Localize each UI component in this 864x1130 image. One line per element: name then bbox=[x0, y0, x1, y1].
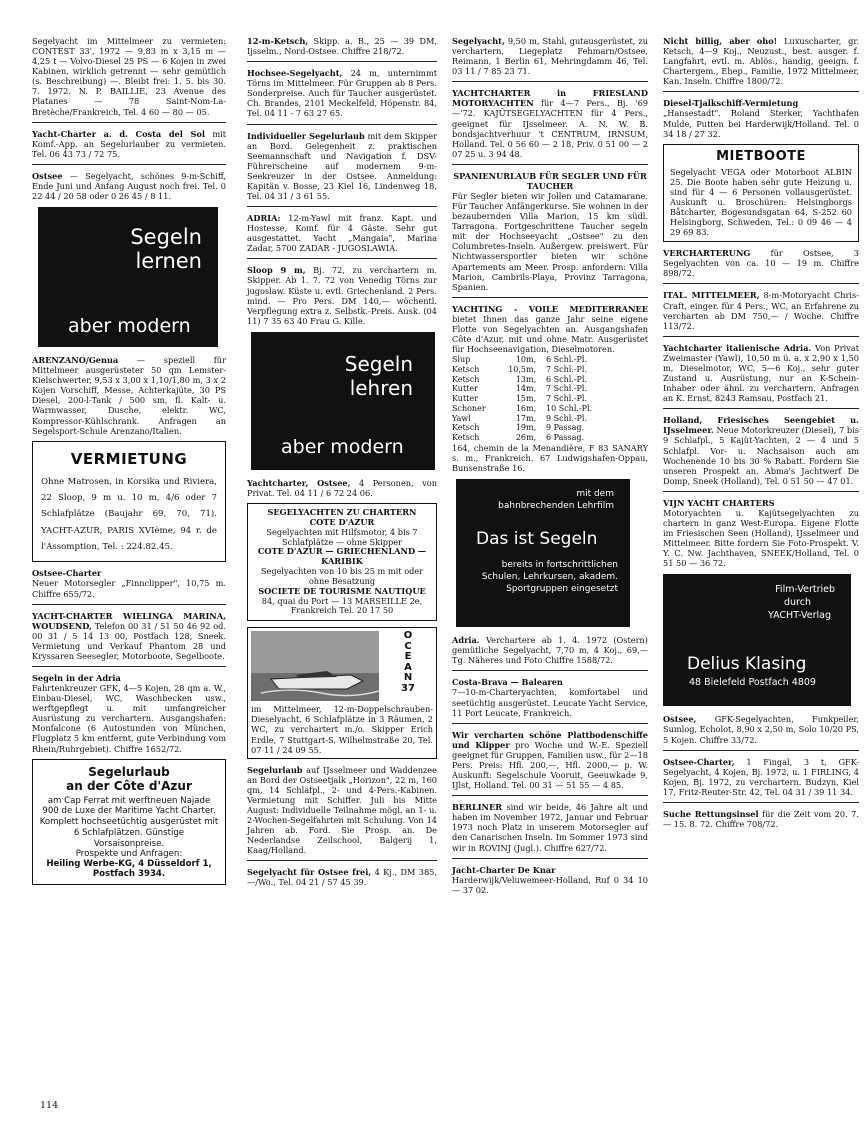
fleet-cell: m, bbox=[526, 355, 537, 365]
divider bbox=[663, 408, 859, 409]
classified-ad bbox=[32, 568, 226, 598]
ad-subtitle: bereits in fortschrittlichen Schulen, Lehrkursen, akadem. Sportgruppen eingesetzt bbox=[481, 560, 618, 595]
ad-line-2: bahnbrechenden Lehrfilm bbox=[498, 501, 614, 512]
fleet-cell: 7 Schl.-Pl. bbox=[546, 394, 588, 404]
logo-letter: E bbox=[404, 651, 412, 663]
ad-heading: Ostsee, bbox=[663, 714, 697, 725]
ad-body: Für Segler bieten wir Jollen und Catamarane. Für Taucher Anfängerkurse. Sie wohnen in der bezaubernden Villa Marion, 15 km südl. Tarragona. Fortgeschrittene Taucher segeln mit der Hochseeyacht „Ostsee" zu den Columbretes-Inseln. Außergew. preiswert. Für Nichtwassersportler bieten wir schöne Apartements am Meer. Prosp. anfordern: Villa Marion, Cambrils-Playa, Provinz Tarragona, Spanien. bbox=[452, 191, 648, 292]
classified-ad bbox=[663, 757, 859, 797]
ad-body: — Segelyacht, schönes 9-m-Schiff, Ende Juni und Anfang August noch frei. Tel. 0 22 44 / 20 58 oder 0 26 45 / 8 11. bbox=[32, 170, 226, 202]
logo-letter: C bbox=[404, 640, 412, 652]
ad-heading: VERCHARTERUNG bbox=[663, 248, 751, 259]
classified-ad bbox=[452, 802, 648, 852]
box-title: SOCIETE DE TOURISME NAUTIQUE bbox=[258, 585, 426, 596]
column-4 bbox=[663, 36, 859, 834]
ad-body: Bj. 72, zu verchartern m. Skipper. Ab 1. 7. 72 von Venedig Törns zur jugoslaw. Küste u. evtl. Griechenland. 2 Pers. mind. — Pro Pers. DM 140,— wöchentl. Verpflegung extra z. Selbstk.-Preis. Ausk. (04 11) 7 35 63 40 Frau G. Kille. bbox=[247, 265, 437, 326]
fleet-row bbox=[452, 414, 648, 424]
fleet-cell: 17 bbox=[515, 413, 526, 423]
divider bbox=[663, 750, 859, 751]
fleet-cell: 9 Schl.-Pl. bbox=[546, 413, 588, 423]
fleet-cell: m, bbox=[526, 423, 537, 433]
ocean-ad bbox=[247, 627, 437, 758]
fleet-cell: m, bbox=[526, 364, 537, 374]
ad-heading: SPANIENURLAUB FÜR SEGLER UND FÜR TAUCHER bbox=[453, 170, 647, 191]
classified-ad bbox=[247, 265, 437, 325]
black-ad-das-ist-segeln bbox=[456, 479, 630, 627]
classified-ad bbox=[663, 714, 859, 744]
fleet-row bbox=[452, 404, 648, 414]
column-3 bbox=[452, 36, 648, 900]
box-text: Segelyachten mit Hilfsmotor, 4 bis 7 Schlafplätze — ohne Skipper bbox=[266, 526, 418, 547]
segelyachten-box bbox=[247, 503, 437, 621]
black-ad-delius-klasing bbox=[663, 574, 851, 706]
box-title: COTE D'AZUR — GRIECHENLAND — KARIBIK bbox=[257, 546, 427, 567]
fleet-row bbox=[452, 384, 648, 394]
divider bbox=[32, 122, 226, 123]
classified-ad bbox=[452, 677, 648, 717]
ad-heading: Segelyacht für Ostsee frei, bbox=[247, 867, 372, 878]
ad-body: Motoryachten u. Kajütsegelyachten zu chartern in ganz West-Europa. Eigene Flotte im Friesischen Seen (Holland), IJsselmeer und Mittelmeer. Bitte fordern Sie Foto-Prospekt. V. Y. C. Nw. Jachthaven, SNEEK/Holland, Tel. 0 51 50 — 36 72. bbox=[663, 507, 859, 569]
fleet-cell: 14 bbox=[515, 384, 526, 394]
fleet-cell: 7 Schl.-Pl. bbox=[546, 364, 588, 374]
ad-heading: Yachtcharter, Ostsee, bbox=[247, 477, 351, 488]
divider bbox=[663, 91, 859, 92]
ad-line-1: Film-Vertrieb bbox=[775, 584, 835, 596]
ad-body: „Hansestadt". Roland Sterker, Yachthafen Mulde, Putten bei Harderwijk/Holland. Tel. 0 34 18 / 27 32. bbox=[663, 108, 859, 139]
fleet-cell: 26 bbox=[515, 433, 526, 443]
box-title: Segelurlaub bbox=[88, 764, 170, 779]
ad-body: 8-m-Motoryacht Chris-Craft, einger. für 4 Pers., WC, an Erfahrene zu vercharten ab DM 750,— / Woche. Chiffre 113/72. bbox=[663, 290, 859, 331]
ad-line-3: YACHT-Verlag bbox=[768, 610, 831, 622]
classified-ad bbox=[663, 290, 859, 330]
box-text: Ohne Matrosen, in Korsika und Riviera, 22 Sloop, 9 m u. 10 m, 4/6 oder 7 Schlafplätze (Baujahr 69, 70, 71). YACHT-AZUR, PARIS XVIème, 94 r. de l'Assomption, Tel. : 224.82.45. bbox=[41, 476, 217, 553]
fleet-cell: 15 bbox=[515, 394, 526, 404]
ad-body: 9,50 m, Stahl, gutausgerüstet, zu verchartern, Liegeplatz Fehmarn/Ostsee, Reimann, 1 Berlin 61, Mehringdamm 46, Tel. 03 11 / 7 85 23 71. bbox=[452, 36, 648, 77]
fleet-row bbox=[452, 355, 648, 365]
ad-heading: BERLINER bbox=[452, 802, 503, 813]
fleet-cell: Kutter bbox=[452, 394, 478, 404]
fleet-cell: Ketsch bbox=[452, 423, 480, 433]
divider bbox=[663, 802, 859, 803]
ad-heading: Nicht billig, aber oho! bbox=[663, 36, 778, 46]
classified-ad bbox=[32, 611, 226, 661]
ad-line-1: Segeln bbox=[130, 225, 202, 250]
ad-body: 7—10-m-Charteryachten, komfortabel und seetüchtig ausgerüstet. Leucate Yacht Service, 11 Port Leucate, Frankreich. bbox=[452, 687, 648, 718]
ad-heading: YACHTING - VOILE MEDITERRANEE bbox=[452, 303, 648, 314]
ad-body: 4 Kj., DM 385,—/Wo., Tel. 04 21 / 57 45 39. bbox=[247, 867, 437, 888]
fleet-cell: m, bbox=[526, 384, 537, 394]
classified-ad bbox=[247, 131, 437, 202]
logo-letter: 37 bbox=[401, 682, 415, 694]
ad-body: 12-m-Yawl mit franz. Kapt. und Hostesse, Komf. für 4 Gäste. Sehr gut ausgestattet. Yacht „Mangaia", Marina Zadar, 5700 ZADAR - JUGOSLAWIA. bbox=[247, 213, 437, 254]
classified-ad bbox=[452, 865, 648, 895]
ad-body: Neue Motorkreuzer (Diesel), 7 bis 9 Schlafpl., 5 Kajüt-Yachten, 2 — 4 und 5 Schlafpl. Vor- u. Nachsaison auch am Wochenende 10 bis 30 % Rabatt. Fordern Sie unseren Prospekt an. Abma's Jachtwerf De Domp, Sneek (Holland), Tel. 0 51 50 — 47 01. bbox=[663, 425, 859, 486]
fleet-cell: Yawl bbox=[452, 413, 471, 423]
fleet-cell: Kutter bbox=[452, 384, 478, 394]
box-text: Segelyachten von 10 bis 25 m mit oder ohne Besatzung bbox=[260, 566, 424, 586]
classified-ad bbox=[247, 36, 437, 56]
box-title: VERMIETUNG bbox=[70, 449, 188, 468]
ad-heading: Adria. bbox=[452, 635, 480, 646]
classified-ad bbox=[452, 171, 648, 292]
ad-heading: YACHTCHARTER in FRIESLAND MOTORYACHTEN bbox=[452, 88, 648, 109]
ocean-logo bbox=[383, 631, 433, 701]
yacht-photo bbox=[251, 631, 379, 701]
ad-heading: ADRIA: bbox=[247, 213, 281, 224]
logo-letter: O bbox=[403, 630, 413, 642]
box-text: Prospekte und Anfragen: bbox=[75, 849, 183, 860]
fleet-row bbox=[452, 375, 648, 385]
classified-ad: Segelyacht im Mittelmeer zu vermieten: CONTEST 33', 1972 — 9,83 m x 3,15 m — 4,25 t — Volvo-Diesel 25 PS — 6 Kojen in zwei Kabinen, wirklich getrennt — sehr gemütlich (s. Beschreibung) —. Bleibt frei: 1. 5. bis 30. 7. 1972. N. P. BAILLIE, 23 Avenue des Platanes — 78 Saint-Nom-La-Bretèche/Frankreich, Tel. 4 60 — 80 — 05. bbox=[32, 36, 226, 117]
divider bbox=[32, 164, 226, 165]
ad-title: Delius Klasing bbox=[687, 654, 807, 675]
ad-subtitle: 48 Bielefeld Postfach 4809 bbox=[689, 677, 816, 689]
ad-heading: Yachtcharter italienische Adria. bbox=[663, 342, 812, 353]
ad-heading: Ostsee-Charter, bbox=[663, 756, 735, 767]
ad-heading: Individueller Segelurlaub bbox=[247, 130, 365, 141]
ad-body: — speziell für Mittelmeer ausgerüsteter 50 qm Lemster-Kielschwerter, 9,53 x 3,00 x 1,10/1,80 m, 3 x 2 Kojen Vorschiff, Messe, Achterkajüte, 30 PS Diesel, 200-l-Tank / 500 sm, fl. Kalt- u. Warmwasser, Dusche, elektr. WC, Kompressor-Kühlschrank. Anfragen an Segelsport-Schule Arenzano/Italien. bbox=[32, 355, 226, 436]
divider bbox=[247, 61, 437, 62]
ad-heading: Holland, Friesisches Seengebiet u. IJsselmeer. bbox=[663, 415, 859, 436]
ocean-ad-header bbox=[251, 631, 433, 701]
classified-ad bbox=[452, 730, 648, 790]
fleet-cell: Ketsch bbox=[452, 364, 480, 374]
ad-heading: VIJN YACHT CHARTERS bbox=[663, 497, 775, 508]
divider bbox=[663, 491, 859, 492]
ad-line-1: Segeln bbox=[344, 351, 413, 376]
ad-line-1: mit dem bbox=[576, 489, 614, 500]
fleet-cell: m, bbox=[526, 394, 537, 404]
divider bbox=[32, 604, 226, 605]
ad-heading: Jacht-Charter De Knar bbox=[452, 864, 556, 875]
ad-body: 24 m, unternimmt Törns im Mittelmeer. Für Gruppen ab 8 Pers. Sonderpreise. Auch für Taucher ausgerüstet. Ch. Brandes, 2101 Meckelfeld, Höpenstr. 84, Tel. 04 11 - 7 63 27 65. bbox=[247, 68, 438, 119]
ad-heading: ARENZANO/Genua bbox=[32, 355, 119, 366]
ad-body: für 4—7 Pers., Bj. '69—'72. KAJÜTSEGELYACHTEN für 4 Pers., geeignet für IJsselmeer. A. N. W. B. bondsjachtverhuur 't CENTRUM, IRNSUM, Holland. Tel. 0 56 60 — 2 18, Priv. 0 51 00 — 2 07 25 u. 3 94 48. bbox=[452, 98, 648, 159]
box-address: Heiling Werbe-KG, 4 Düsseldorf 1, Postfach 3934. bbox=[46, 859, 212, 880]
classified-ad bbox=[32, 355, 226, 436]
ad-line-2: durch bbox=[784, 597, 811, 609]
classified-ad bbox=[663, 498, 859, 569]
ad-body: 1 Fingal, 3 t, GFK-Segelyacht, 4 Kojen, Bj. 1972, u. 1 FIRLING, 4 Kojen, Bj. 1972, zu verchartern. Budzyn, Kiel 17, Fritz-Reuter-Str. 42, Tel. 04 31 / 39 11 34. bbox=[663, 756, 859, 797]
ad-body: Skipp. a. B., 25 — 39 DM, Ijsselm., Nord-Ostsee. Chiffre 218/72. bbox=[247, 36, 437, 57]
fleet-cell: m, bbox=[526, 413, 537, 423]
ad-heading: Costa-Brava — Balearen bbox=[452, 677, 563, 688]
box-title: COTE D'AZUR bbox=[309, 516, 375, 527]
box-text: am Cap Ferrat mit werftneuen Najade 900 de Luxe der Maritime Yacht Charter. Komplett hochseetüchtig ausgerüstet mit 6 Schlafplätzen. Günstige Vorsaisonpreise. bbox=[39, 795, 219, 849]
classified-ad bbox=[663, 248, 859, 278]
box-text: 84, quai du Port — 13 MARSEILLE 2e, Frankreich Tel. 20 17 50 bbox=[261, 595, 423, 616]
ad-heading: YACHT-CHARTER WIELINGA MARINA, WOUDSEND, bbox=[32, 610, 226, 631]
ad-body: Verchartere ab 1. 4. 1972 (Ostern) gemütliche Segelyacht, 7,70 m, 4 Koj., 69,—Tg. Näheres und Foto Chiffre 1588/72. bbox=[452, 635, 648, 666]
ad-body: für die Zeit vom 20. 7. — 15. 8. 72. Chiffre 708/72. bbox=[663, 808, 859, 829]
ad-body: pro Woche und W.-E. Speziell geeignet für Gruppen, Familien usw., für 2—18 Pers. Preis: Hfl. 200,—, Hfl. 2000,— p. W. Auskunft: Segelschule Vooruit, Geeuwkade 9, IJlst, Holland. Tel. 00 31 — 51 55 — 4 85. bbox=[452, 739, 648, 791]
fleet-cell: Schoner bbox=[452, 403, 486, 413]
black-ad-segeln-lernen bbox=[38, 207, 218, 347]
ad-heading: Diesel-Tjalkschiff-Vermietung bbox=[663, 98, 799, 109]
ad-heading: ITAL. MITTELMEER, bbox=[663, 290, 760, 301]
fleet-row bbox=[452, 433, 648, 443]
ad-body: im Mittelmeer, 12-m-Doppelschrauben-Dieselyacht, 6 Schlafplätze in 3 Räumen, 2 WC, zu verchartert m./o. Skipper Erich Erdle, 7 Stuttgart-S, Wilhelmstraße 20, Tel. 07 11 / 24 09 55. bbox=[251, 704, 433, 755]
classified-ad bbox=[247, 213, 437, 253]
classified-ad bbox=[663, 415, 859, 486]
ad-body: Luxuscharter, gr. Ketsch, 4—9 Koj., Neuzust., best. ausger. f. Langfahrt, evtl. m. Ablös., handig, geeign. f. Chartergem., Ehep., Familie, 1972 Mittelmeer, Kan. Inseln. Chiffre 1800/72. bbox=[663, 36, 859, 87]
fleet-cell: Ketsch bbox=[452, 374, 480, 384]
classified-ad bbox=[452, 88, 648, 159]
fleet-cell: 10,5 bbox=[508, 364, 526, 374]
ad-line-2: lehren bbox=[349, 375, 413, 400]
ad-body: Von Privat Zweimaster (Yawl), 10,50 m ü. a. x 2,90 x 1,50 m, Dieselmotor, WC, 5—6 Koj., sehr guter Zustand u. Ausrüstung, nur an K-Schein-Inhaber oder ähnl. zu verchartern. Anfragen an K. Ernst, 8243 Ramsau, Postfach 21. bbox=[663, 342, 860, 404]
ad-heading: Segelurlaub bbox=[247, 764, 303, 775]
divider bbox=[247, 258, 437, 259]
fleet-cell: m, bbox=[526, 374, 537, 384]
divider bbox=[663, 336, 859, 337]
ad-heading: Suche Rettungsinsel bbox=[663, 808, 759, 819]
page-number: 114 bbox=[40, 1100, 59, 1111]
ad-body: Harderwijk/Veluwemeer-Holland, Ruf 0 34 10 — 37 02. bbox=[452, 874, 648, 895]
classified-ad bbox=[452, 36, 648, 76]
box-text: Segelyacht VEGA oder Motorboot ALBIN 25. Die Boote haben sehr gute Heizung u. sind für 4 — 6 Personen vollausgerüstet. Auskunft u. Broschüren: Helsingborgs Båtcharter, Bogesundsgatan 64, S-252 60 Helsingborg, Schweden, Tel.: 0 09 46 — 4 29 69 83. bbox=[670, 166, 852, 238]
divider bbox=[247, 206, 437, 207]
divider bbox=[247, 124, 437, 125]
divider bbox=[452, 297, 648, 298]
ad-body: Neuer Motorsegler „Finnclipper", 10,75 m. Chiffre 655/72. bbox=[32, 578, 226, 599]
fleet-cell: 6 Schl.-Pl. bbox=[546, 355, 588, 365]
ad-heading: Ostsee bbox=[32, 170, 63, 181]
ad-heading: Ostsee-Charter bbox=[32, 568, 102, 579]
fleet-cell: Slup bbox=[452, 355, 471, 365]
classified-ad bbox=[247, 68, 437, 118]
black-ad-segeln-lehren bbox=[251, 332, 435, 470]
fleet-cell: 13 bbox=[515, 374, 526, 384]
segelurlaub-box bbox=[32, 759, 226, 886]
column-2 bbox=[247, 36, 437, 893]
fleet-cell: 9 Passag. bbox=[546, 423, 585, 433]
ad-body: für Ostsee, 3 Segelyachten von ca. 10 — 19 m. Chiffre 898/72. bbox=[663, 248, 859, 279]
fleet-cell: 10 bbox=[515, 355, 526, 365]
classified-ad bbox=[247, 867, 437, 887]
fleet-cell: 6 Passag. bbox=[546, 433, 585, 443]
vermietung-box bbox=[32, 441, 226, 563]
classified-ad bbox=[452, 635, 648, 665]
ad-body: 164, chemin de la Menandière, F 83 SANARY s. m., Frankreich. 67 Ludwigshafen-Oppau, Bunsenstraße 16. bbox=[452, 442, 648, 474]
fleet-cell: 6 Schl.-Pl. bbox=[546, 374, 588, 384]
ad-body: mit dem Skipper an Bord. Gelegenheit z. praktischen Seemannschaft und Navigation f. DSV-Führerscheine auf modernem 9-m-Seekreuzer in der Ostsee. Anmeldung: Kapitän v. Bosse, 23 Kiel 16, Lindenweg 18, Tel. 04 31 / 3 61 55. bbox=[247, 130, 437, 202]
fleet-row bbox=[452, 365, 648, 375]
classified-ad bbox=[663, 343, 859, 403]
classified-ad bbox=[247, 478, 437, 498]
classified-ad bbox=[452, 304, 648, 354]
divider bbox=[247, 860, 437, 861]
ad-title: Das ist Segeln bbox=[476, 529, 598, 550]
fleet-table bbox=[452, 355, 648, 443]
classified-ad bbox=[663, 809, 859, 829]
box-title: MIETBOOTE bbox=[716, 148, 806, 164]
ad-body: Telefon 00 31 / 51 50 46 92 od. 00 31 / 5 14 13 00, Postfach 128, Sneek. Vermietung und Verkauf Phantom 28 und Kryssaren Seesegler, Motorboote, Segelboote. bbox=[32, 620, 226, 661]
classified-ad bbox=[663, 98, 859, 138]
divider bbox=[452, 795, 648, 796]
mietboote-box bbox=[663, 144, 859, 243]
ad-line-3: aber modern bbox=[68, 315, 191, 338]
classified-ad bbox=[247, 765, 437, 856]
ad-body: 4 Personen, von Privat. Tel. 04 11 / 6 72 24 06. bbox=[247, 477, 437, 498]
divider bbox=[452, 164, 648, 165]
classified-ad bbox=[32, 171, 226, 201]
ad-body: sind wir beide, 46 Jahre alt und haben im November 1972, Januar und Februar 1973 noch Platz in unserem Motorsegler auf den Canarischen Inseln. Im Sommer 1973 sind wir in ROVINJ (Jugl.). Chiffre 627/72. bbox=[452, 802, 649, 853]
ad-body: GFK-Segelyachten, Funkpeiler, Sumlog, Echolot, 8,90 x 2,50 m, Solo 10/20 PS, 5 Kojen. Chiffre 33/72. bbox=[663, 714, 860, 745]
logo-letter: A bbox=[404, 661, 412, 673]
divider bbox=[32, 666, 226, 667]
ad-heading: Wir vercharten schöne Plattbodenschiffe und Klipper bbox=[452, 729, 648, 750]
ad-heading: Sloop 9 m, bbox=[247, 265, 306, 276]
ad-heading: Yacht-Charter a. d. Costa del Sol bbox=[32, 128, 205, 139]
logo-letter: N bbox=[403, 672, 413, 684]
box-title: SEGELYACHTEN ZU CHARTERN bbox=[267, 507, 417, 518]
fleet-cell: m, bbox=[526, 403, 537, 413]
ad-line-3: aber modern bbox=[281, 435, 404, 458]
divider bbox=[452, 670, 648, 671]
column-1 bbox=[32, 36, 226, 891]
fleet-cell: m, bbox=[526, 433, 537, 443]
classified-ad bbox=[32, 673, 226, 754]
fleet-cell: 7 Schl.-Pl. bbox=[546, 384, 588, 394]
ad-heading: 12-m-Ketsch, bbox=[247, 36, 309, 46]
fleet-cell: Ketsch bbox=[452, 433, 480, 443]
ad-line-2: lernen bbox=[135, 249, 202, 274]
fleet-cell: 19 bbox=[515, 423, 526, 433]
ad-body: mit Komf.-App. an Segelurlauber zu vermieten. Tel. 06 43 73 / 72 75. bbox=[32, 128, 226, 159]
fleet-cell: 10 Schl.-Pl. bbox=[546, 403, 593, 413]
ad-body: auf IJsselmeer und Waddenzee an Bord der Ostseetjalk „Horizon", 22 m, 160 qm, 14 Schlafpl., 2- und 4-Pers.-Kabinen. Vermietung mit Schiffer. Juli bis Mitte August: Individuelle Teilnahme mögl. an 1- u. 2-Wochen-Segelfahrten mit Schulung. Von 14 Jahren ab. Ford. Sie Prosp. an. De Nederlandse Zeilschool, Balgerij 1, Kaag/Holland. bbox=[247, 764, 437, 856]
classified-ad bbox=[32, 129, 226, 159]
divider bbox=[452, 723, 648, 724]
divider bbox=[452, 81, 648, 82]
box-subtitle: an der Côte d'Azur bbox=[66, 778, 192, 793]
divider bbox=[452, 858, 648, 859]
divider bbox=[663, 283, 859, 284]
fleet-cell: 16 bbox=[515, 403, 526, 413]
ad-heading: Segelyacht, bbox=[452, 36, 505, 46]
ad-heading: Hochsee-Segelyacht, bbox=[247, 68, 343, 79]
ad-heading: Segeln in der Adria bbox=[32, 672, 121, 683]
ad-body: Fahrtenkreuzer GFK, 4—5 Kojen, 28 qm a. W., Einbau-Diesel, WC, Waschbecken usw., werftgepflegt u. mit umfangreicher Ausrüstung zu verchartern. Ausgangshafen: Monfalcone (6 Autostunden von München, Flugplatz 5 km entfernt, gute Verbindung vom Rhein/Ruhrgebiet). Chiffre 1652/72. bbox=[32, 683, 226, 754]
ad-body: bietet Ihnen das ganze Jahr seine eigene Flotte von Segelyachten an. Ausgangshafen Côte d'Azur, mit und ohne Matr. Ausgerüstet für Hochseenavigation, Dieselmotoren. bbox=[452, 313, 648, 355]
fleet-row bbox=[452, 394, 648, 404]
fleet-row bbox=[452, 423, 648, 433]
classified-ad bbox=[663, 36, 859, 86]
